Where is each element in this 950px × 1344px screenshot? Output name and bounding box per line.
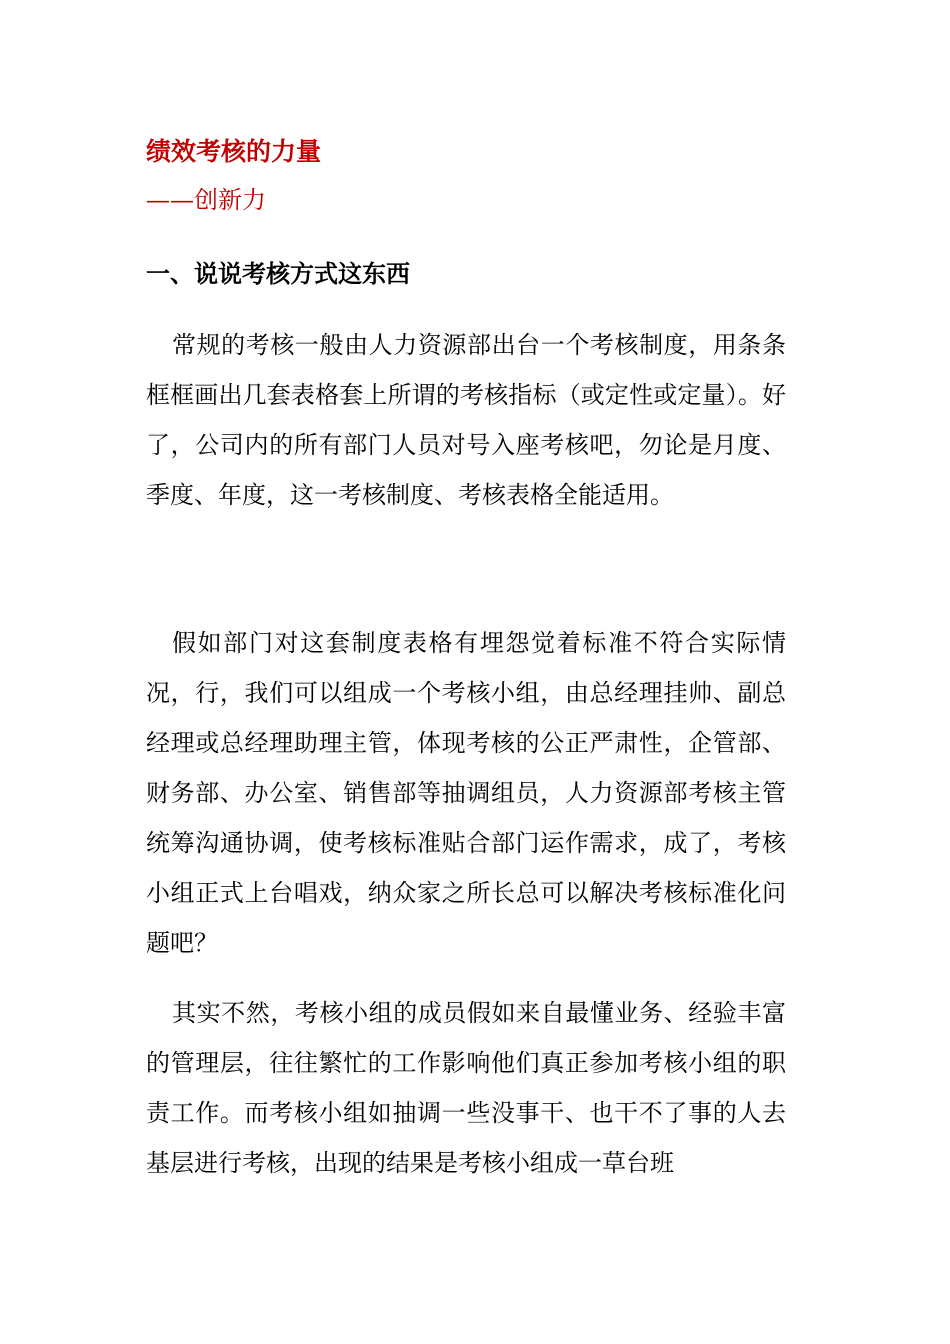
- paragraph-3: 其实不然，考核小组的成员假如来自最懂业务、经验丰富的管理层，往往繁忙的工作影响他们真正参加考核小组的职责工作。而考核小组如抽调一些没事干、也干不了事的人去基层进行考核，出现的结果是考核小组成一草台班: [146, 999, 786, 1177]
- section-heading: 一、说说考核方式这东西: [146, 259, 410, 288]
- paragraph-2: 假如部门对这套制度表格有埋怨觉着标准不符合实际情况，行，我们可以组成一个考核小组，由总经理挂帅、副总经理或总经理助理主管，体现考核的公正严肃性，企管部、财务部、办公室、销售部等抽调组员，人力资源部考核主管统筹沟通协调，使考核标准贴合部门运作需求，成了，考核小组正式上台唱戏，纳众家之所长总可以解决考核标准化问题吧？: [146, 629, 786, 957]
- document-subtitle: ——创新力: [146, 186, 266, 214]
- paragraph-1: 常规的考核一般由人力资源部出台一个考核制度，用条条框框画出几套表格套上所谓的考核指标（或定性或定量）。好了，公司内的所有部门人员对号入座考核吧，勿论是月度、季度、年度，这一考核制度、考核表格全能适用。: [146, 331, 786, 509]
- document-title: 绩效考核的力量: [146, 137, 322, 166]
